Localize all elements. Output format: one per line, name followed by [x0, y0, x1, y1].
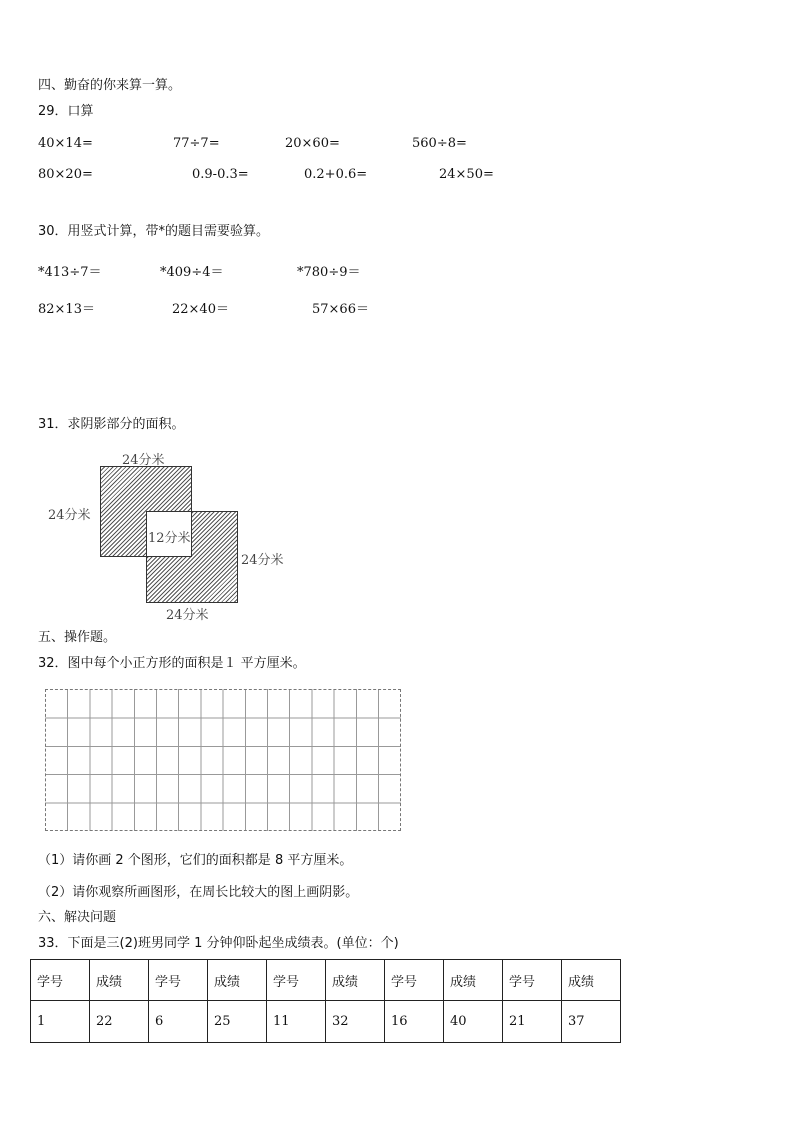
- section-4-title: 四、勤奋的你来算一算。: [38, 78, 182, 93]
- calc-item: 80×20=: [38, 167, 93, 182]
- calc-item: 40×14=: [38, 136, 93, 151]
- vertical-calc-item: 57×66＝: [312, 302, 369, 317]
- dimension-label-middle: 12分米: [148, 531, 191, 546]
- table-header-cell: 学号: [503, 960, 562, 1001]
- table-header-cell: 学号: [31, 960, 90, 1001]
- question-31-title: 31．求阴影部分的面积。: [38, 417, 185, 432]
- table-cell: 40: [444, 1001, 503, 1043]
- question-33-title: 33．下面是三(2)班男同学 1 分钟仰卧起坐成绩表。(单位：个): [38, 936, 399, 951]
- vertical-calc-item: *413÷7＝: [38, 265, 102, 280]
- table-cell: 22: [90, 1001, 149, 1043]
- section-6-title: 六、解决问题: [38, 910, 117, 925]
- table-row: [31, 1001, 621, 1043]
- table-header-cell: 学号: [267, 960, 326, 1001]
- table-cell: 1: [31, 1001, 90, 1043]
- calc-item: 560÷8=: [412, 136, 467, 151]
- table-cell: 21: [503, 1001, 562, 1043]
- vertical-calc-item: 82×13＝: [38, 302, 95, 317]
- table-header-cell: 成绩: [208, 960, 267, 1001]
- question-29-title: 29．口算: [38, 104, 94, 119]
- calc-item: 0.2+0.6=: [304, 167, 368, 182]
- dimension-label-bottom: 24分米: [166, 608, 209, 623]
- calc-item: 0.9-0.3=: [192, 167, 249, 182]
- table-cell: 25: [208, 1001, 267, 1043]
- vertical-calc-item: *780÷9＝: [297, 265, 361, 280]
- calc-item: 20×60=: [285, 136, 340, 151]
- calc-item: 24×50=: [439, 167, 494, 182]
- calc-item: 77÷7=: [173, 136, 220, 151]
- dimension-label-top: 24分米: [122, 453, 165, 468]
- table-header-cell: 成绩: [444, 960, 503, 1001]
- table-cell: 11: [267, 1001, 326, 1043]
- table-header-cell: 成绩: [326, 960, 385, 1001]
- table-header-cell: 成绩: [562, 960, 621, 1001]
- table-cell: 16: [385, 1001, 444, 1043]
- dimension-label-right: 24分米: [241, 553, 284, 568]
- vertical-calc-item: 22×40＝: [172, 302, 229, 317]
- question-30-title: 30．用竖式计算，带*的题目需要验算。: [38, 224, 270, 239]
- square-grid: [45, 689, 401, 831]
- table-cell: 6: [149, 1001, 208, 1043]
- dimension-label-left: 24分米: [48, 508, 91, 523]
- table-header-row: [31, 960, 621, 1001]
- section-5-title: 五、操作题。: [38, 630, 117, 645]
- vertical-calc-item: *409÷4＝: [160, 265, 224, 280]
- table-header-cell: 学号: [149, 960, 208, 1001]
- question-32-title: 32．图中每个小正方形的面积是１ 平方厘米。: [38, 656, 306, 671]
- question-32-part-2: （2）请你观察所画图形，在周长比较大的图上画阴影。: [38, 885, 359, 900]
- table-cell: 32: [326, 1001, 385, 1043]
- question-32-part-1: （1）请你画 2 个图形，它们的面积都是 8 平方厘米。: [38, 853, 353, 868]
- table-header-cell: 成绩: [90, 960, 149, 1001]
- table-cell: 37: [562, 1001, 621, 1043]
- score-table: [30, 959, 621, 1043]
- table-header-cell: 学号: [385, 960, 444, 1001]
